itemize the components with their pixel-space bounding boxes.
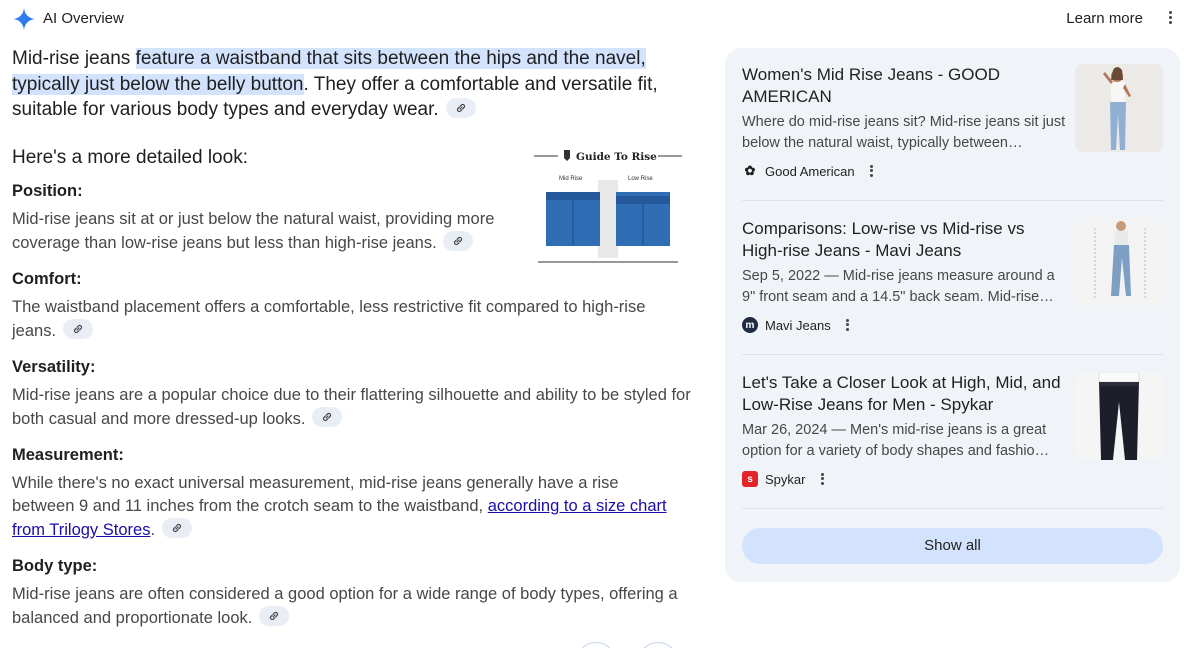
divider [742,200,1163,201]
thumbs-up-button[interactable] [576,642,616,648]
source-thumbnail[interactable] [1075,64,1163,152]
intro-rest: . They offer a comfortable and versatile fit, suitable for various body types and everyday wear. [12,73,658,120]
source-card[interactable] [742,356,1163,496]
source-name: Spykar [765,471,806,487]
mid-rise-label: Mid Rise [559,176,583,182]
low-rise-label: Low Rise [628,176,653,182]
source-snippet: Where do mid-rise jeans sit? Mid-rise jeans sit just below the natural waist, typically between… [742,114,1066,151]
divider [742,354,1163,355]
spykar-logo-icon: s [742,471,758,487]
source-title[interactable]: Let's Take a Closer Look at High, Mid, and Low-Rise Jeans for Men - Spykar [742,373,1061,414]
ai-answer [12,46,692,630]
good-american-logo-icon: ✿ [744,163,756,178]
section-body: Mid-rise jeans are often considered a good option for a wide range of body types, offering a balanced and proportionate look. [12,584,678,627]
source-thumbnail[interactable] [1075,218,1163,306]
intro-paragraph [12,46,692,123]
source-site [742,316,853,334]
section-measurement [12,445,692,542]
section-comfort [12,269,692,343]
source-site [742,470,827,488]
section-body: Mid-rise jeans are a popular choice due to their flattering silhouette and ability to be styled for both casual and more dressed-up looks. [12,385,691,428]
thumbs-down-button[interactable] [638,642,678,648]
more-options-icon[interactable] [1164,9,1176,29]
citation-link-icon[interactable] [259,606,289,626]
source-more-icon[interactable] [817,471,827,487]
intro-highlight: feature a waistband that sits between the hips and the navel, typically just below the belly button [12,48,646,95]
trilogy-stores-link[interactable]: according to a size chart from Trilogy Stores [12,496,667,539]
section-title: Measurement: [12,445,124,464]
feedback-buttons [576,642,686,648]
section-title: Body type: [12,556,98,575]
source-site [742,162,877,180]
detail-heading: Here's a more detailed look: [12,146,248,168]
citation-link-icon[interactable] [63,319,93,339]
source-more-icon[interactable] [867,163,877,179]
citation-link-icon[interactable] [443,231,473,251]
section-body: While there's no exact universal measurement, mid-rise jeans generally have a rise between 9 and 11 inches from the crotch seam to the waistband, according to a size chart from Trilogy Stores. [12,473,667,539]
citation-link-icon[interactable] [446,98,476,118]
sources-panel [725,48,1180,582]
citation-link-icon[interactable] [162,518,192,538]
section-title: Position: [12,181,83,200]
citation-link-icon[interactable] [312,407,342,427]
gemini-sparkle-icon [12,7,36,31]
intro-lead: Mid-rise jeans [12,48,136,69]
ai-overview-title: AI Overview [43,10,124,27]
section-title: Versatility: [12,357,96,376]
source-card[interactable] [742,48,1163,188]
source-snippet: Sep 5, 2022 — Mid-rise jeans measure around a 9" front seam and a 14.5" back seam. Mid-rise… [742,268,1055,305]
section-body: The waistband placement offers a comfortable, less restrictive fit compared to high-rise jeans. [12,297,646,340]
divider [742,508,1163,509]
source-name: Good American [765,163,855,179]
section-body: Mid-rise jeans sit at or just below the natural waist, providing more coverage than low-rise jeans but less than high-rise jeans. [12,209,495,252]
source-title[interactable]: Women's Mid Rise Jeans - GOOD AMERICAN [742,65,1000,106]
learn-more-link[interactable]: Learn more [1066,10,1143,27]
source-card[interactable] [742,202,1163,342]
source-more-icon[interactable] [843,317,853,333]
source-snippet: Mar 26, 2024 — Men's mid-rise jeans is a great option for a variety of body shapes and fashio… [742,422,1050,459]
guide-title: Guide To Rise [576,151,657,163]
section-body-type [12,556,692,630]
source-thumbnail[interactable] [1075,372,1163,460]
source-title[interactable]: Comparisons: Low-rise vs Mid-rise vs High-rise Jeans - Mavi Jeans [742,219,1025,260]
show-all-button[interactable]: Show all [742,528,1163,564]
mavi-logo-icon: m [742,317,758,333]
section-versatility [12,357,692,431]
source-name: Mavi Jeans [765,317,831,333]
section-title: Comfort: [12,269,82,288]
ai-overview-header [12,6,1188,32]
guide-to-rise-image[interactable] [534,146,682,264]
